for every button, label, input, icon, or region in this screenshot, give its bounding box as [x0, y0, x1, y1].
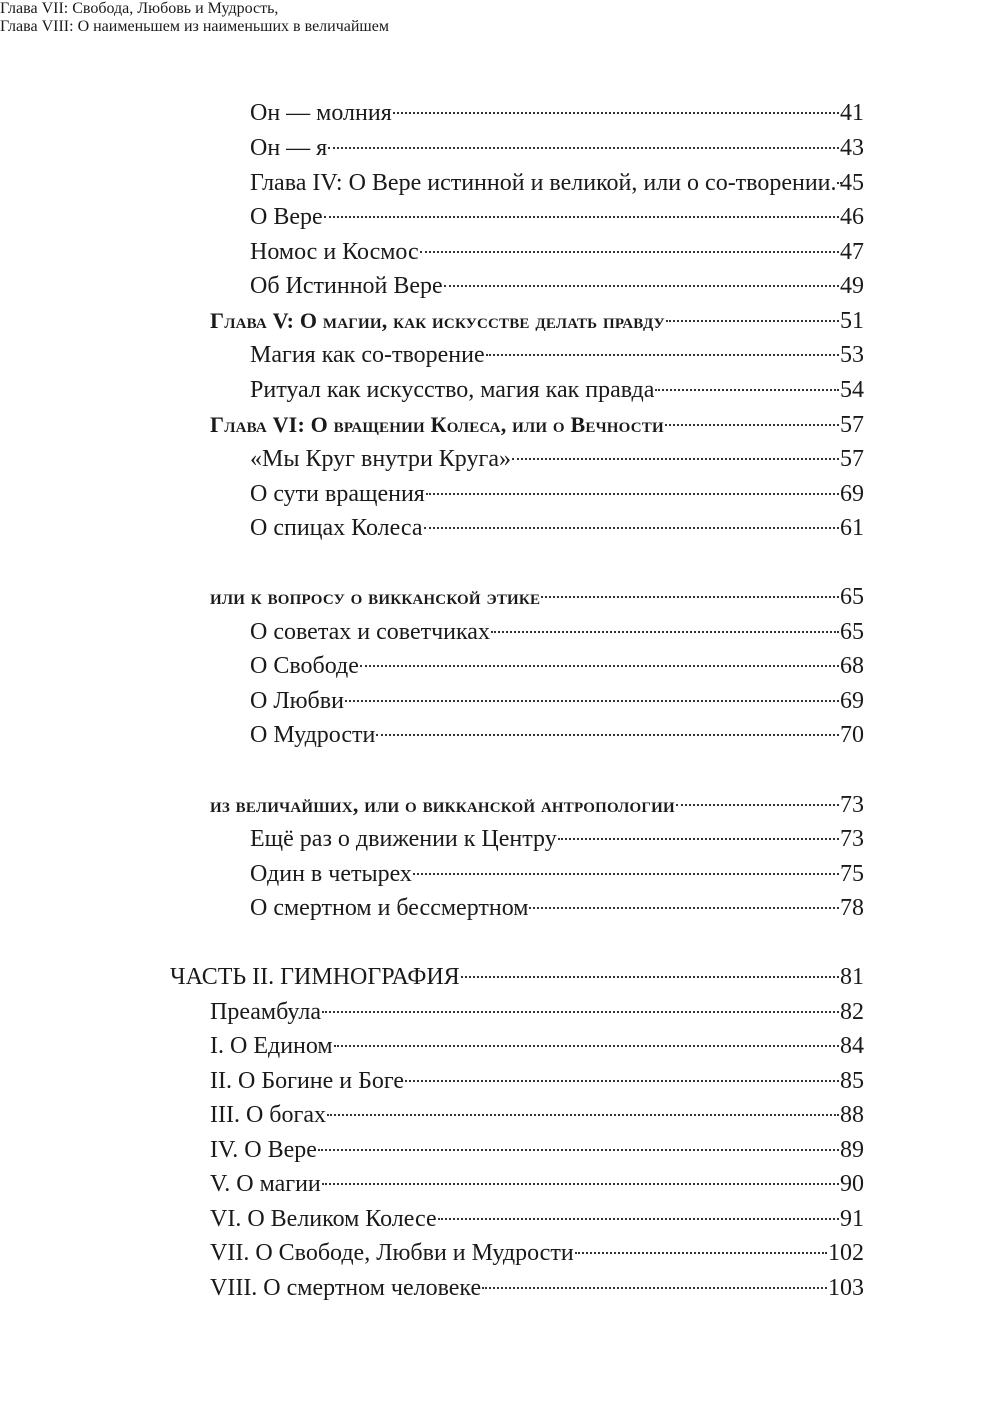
toc-entry-page: 90	[840, 1171, 864, 1197]
toc-entry[interactable]	[250, 477, 864, 511]
dot-leader	[420, 251, 839, 253]
dot-leader	[360, 665, 839, 667]
dot-leader	[575, 1252, 827, 1254]
toc-entry[interactable]	[250, 718, 864, 752]
toc-entry-title: О сути вращения	[250, 481, 425, 507]
toc-chapter-entry[interactable]	[210, 408, 864, 442]
toc-entry[interactable]	[210, 1029, 864, 1063]
toc-entry-page: 89	[840, 1137, 864, 1163]
toc-entry[interactable]	[250, 857, 864, 891]
toc-entry-title: VIII. О смертном человеке	[210, 1275, 482, 1301]
toc-entry-page: 102	[828, 1240, 864, 1266]
toc-entry-page: 61	[840, 515, 864, 541]
toc-entry[interactable]	[250, 373, 864, 407]
dot-leader	[491, 631, 839, 633]
toc-entry-title: Преамбула	[210, 999, 321, 1025]
toc-entry-page: 103	[828, 1275, 864, 1301]
dot-leader	[405, 1080, 839, 1082]
dot-leader	[655, 389, 839, 391]
toc-entry-title: Он — молния	[250, 100, 392, 126]
dot-leader	[376, 734, 839, 736]
toc-entry-page: 46	[840, 204, 864, 230]
dot-leader	[482, 1287, 827, 1289]
toc-entry-page: 85	[840, 1068, 864, 1094]
toc-entry[interactable]	[250, 269, 864, 303]
toc-entry[interactable]	[210, 995, 864, 1029]
dot-leader	[413, 873, 839, 875]
toc-entry[interactable]	[250, 649, 864, 683]
toc-entry-page: 81	[840, 964, 864, 990]
dot-leader	[393, 112, 839, 114]
toc-entry-title: Ещё раз о движении к Центру	[250, 826, 557, 852]
dot-leader	[486, 354, 839, 356]
toc-entry-title: VI. О Великом Колесе	[210, 1206, 437, 1232]
toc-entry-page: 73	[840, 792, 864, 818]
toc-entry-page: 78	[840, 895, 864, 921]
dot-leader	[322, 1011, 839, 1013]
toc-entry-title: Один в четырех	[250, 861, 412, 887]
toc-entry[interactable]	[250, 891, 864, 925]
toc-chapter-entry[interactable]	[210, 788, 864, 822]
toc-entry-page: 47	[840, 239, 864, 265]
dot-leader	[328, 147, 839, 149]
toc-entry-page: 51	[840, 308, 864, 334]
toc-entry-title: Ритуал как искусство, магия как правда	[250, 377, 655, 403]
toc-entry-page: 57	[840, 446, 864, 472]
toc-chapter-title-line1[interactable]: Глава VII: Свобода, Любовь и Мудрость,	[0, 0, 279, 17]
toc-part-entry[interactable]	[170, 960, 864, 994]
dot-leader	[541, 596, 839, 598]
toc-entry[interactable]	[210, 1271, 864, 1305]
toc-entry-page: 57	[840, 412, 864, 438]
toc-entry[interactable]	[250, 96, 864, 130]
toc-chapter-entry[interactable]	[210, 580, 864, 614]
toc-entry-title: III. О богах	[210, 1102, 327, 1128]
toc-entry[interactable]	[250, 166, 864, 200]
toc-part-title: ЧАСТЬ II. ГИМНОГРАФИЯ	[170, 964, 460, 990]
toc-chapter-entry[interactable]	[210, 304, 864, 338]
toc-entry-title: «Мы Круг внутри Круга»	[250, 446, 511, 472]
dot-leader	[665, 424, 839, 426]
toc-entry[interactable]	[250, 200, 864, 234]
toc-entry-page: 82	[840, 999, 864, 1025]
toc-entry[interactable]	[210, 1098, 864, 1132]
dot-leader	[324, 216, 839, 218]
toc-entry-title: VII. О Свободе, Любви и Мудрости	[210, 1240, 574, 1266]
dot-leader	[666, 320, 839, 322]
toc-entry-title: IV. О Вере	[210, 1137, 317, 1163]
toc-chapter-title-line2: из величайших, или о викканской антропологии	[210, 792, 675, 817]
dot-leader	[676, 804, 839, 806]
toc-entry-title: О Свободе	[250, 653, 359, 679]
toc-entry-page: 75	[840, 861, 864, 887]
toc-entry-title: I. О Едином	[210, 1033, 333, 1059]
toc-entry[interactable]	[250, 338, 864, 372]
toc-entry-title: II. О Богине и Боге	[210, 1068, 405, 1094]
dot-leader	[529, 907, 839, 909]
dot-leader	[334, 1045, 839, 1047]
toc-entry[interactable]	[210, 1202, 864, 1236]
toc-entry[interactable]	[250, 822, 864, 856]
toc-chapter-title-line2: или к вопросу о викканской этике	[210, 584, 541, 609]
toc-entry-title: Номос и Космос	[250, 239, 419, 265]
toc-entry-title: Глава IV: О Вере истинной и великой, или о со-творении.	[250, 170, 837, 196]
toc-entry[interactable]	[210, 1064, 864, 1098]
toc-entry-page: 54	[840, 377, 864, 403]
toc-entry-page: 84	[840, 1033, 864, 1059]
toc-entry[interactable]	[250, 684, 864, 718]
toc-entry-page: 49	[840, 273, 864, 299]
toc-entry-title: О Любви	[250, 688, 344, 714]
dot-leader	[345, 700, 839, 702]
toc-entry-title: V. О магии	[210, 1171, 321, 1197]
dot-leader	[444, 285, 839, 287]
toc-entry-page: 91	[840, 1206, 864, 1232]
toc-entry-title: Магия как со-творение	[250, 342, 485, 368]
toc-entry[interactable]	[210, 1236, 864, 1270]
dot-leader	[426, 493, 839, 495]
toc-entry-title: Об Истинной Вере	[250, 273, 443, 299]
dot-leader	[512, 458, 839, 460]
dot-leader	[837, 182, 840, 184]
toc-entry[interactable]	[210, 1133, 864, 1167]
toc-entry-title: О Мудрости	[250, 722, 376, 748]
toc-chapter-title: Глава VI: О вращении Колеса, или о Вечности	[210, 412, 664, 437]
dot-leader	[318, 1149, 839, 1151]
toc-entry[interactable]	[250, 442, 864, 476]
toc-entry-page: 65	[840, 619, 864, 645]
toc-entry[interactable]	[210, 1167, 864, 1201]
toc-entry-page: 53	[840, 342, 864, 368]
dot-leader	[558, 838, 839, 840]
toc-entry-page: 45	[840, 170, 864, 196]
toc-entry-title: О советах и советчиках	[250, 619, 490, 645]
toc-chapter-title: Глава V: О магии, как искусстве делать правду	[210, 308, 665, 333]
dot-leader	[327, 1114, 839, 1116]
toc-entry-title: О смертном и бессмертном	[250, 895, 529, 921]
toc-entry[interactable]	[250, 235, 864, 269]
toc-chapter-title-line1[interactable]: Глава VIII: О наименьшем из наименьших в величайшем	[0, 18, 389, 35]
toc-entry[interactable]	[250, 131, 864, 165]
dot-leader	[461, 976, 839, 978]
toc-entry-page: 70	[840, 722, 864, 748]
toc-entry-page: 69	[840, 481, 864, 507]
toc-entry-title: О спицах Колеса	[250, 515, 423, 541]
toc-entry-page: 41	[840, 100, 864, 126]
toc-entry-page: 69	[840, 688, 864, 714]
toc-entry-title: О Вере	[250, 204, 323, 230]
toc-entry-page: 65	[840, 584, 864, 610]
toc-entry[interactable]	[250, 615, 864, 649]
toc-entry[interactable]	[250, 511, 864, 545]
toc-entry-page: 68	[840, 653, 864, 679]
dot-leader	[424, 527, 840, 529]
toc-entry-page: 43	[840, 135, 864, 161]
dot-leader	[322, 1183, 839, 1185]
dot-leader	[438, 1218, 839, 1220]
toc-entry-title: Он — я	[250, 135, 328, 161]
toc-entry-page: 88	[840, 1102, 864, 1128]
toc-entry-page: 73	[840, 826, 864, 852]
